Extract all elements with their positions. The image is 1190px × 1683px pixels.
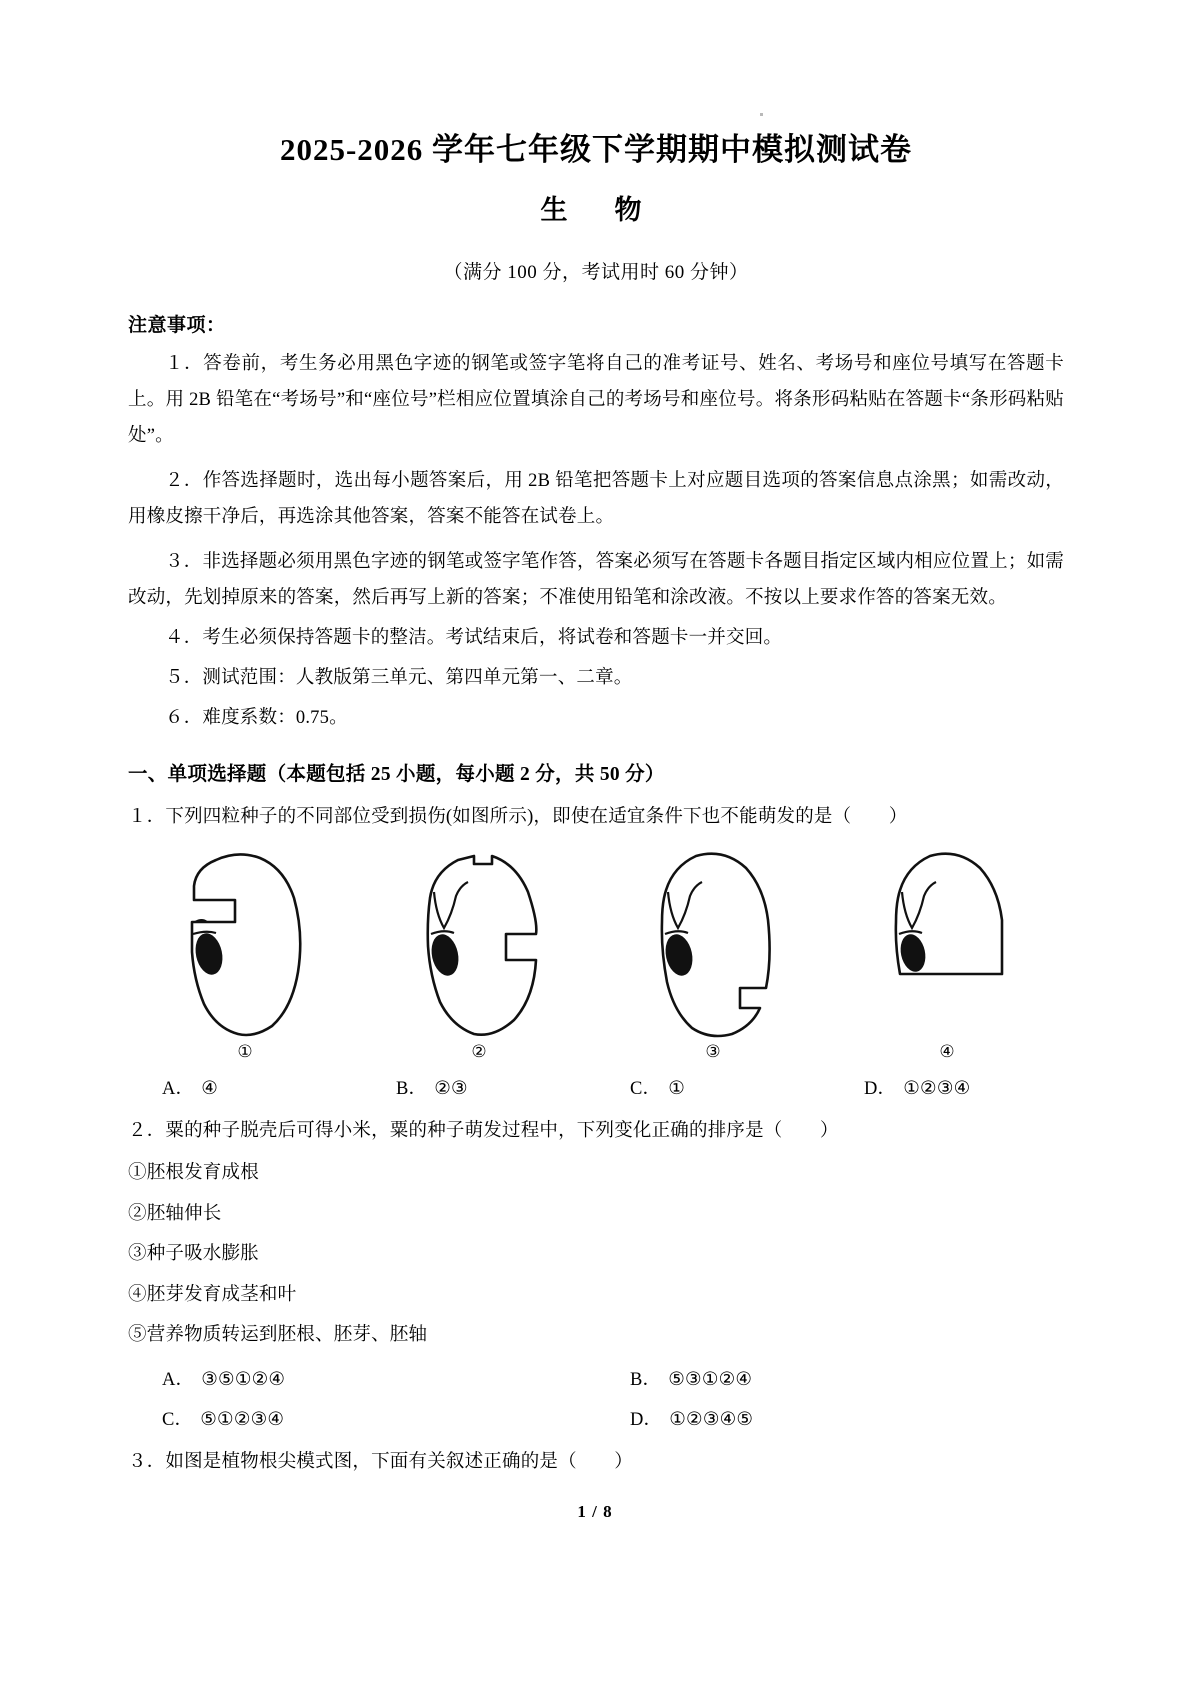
- question-2-option-d[interactable]: [596, 1405, 1064, 1431]
- notice-item-3: ３．非选择题必须用黑色字迹的钢笔或签字笔作答，答案必须写在答题卡各题目指定区域内相应位置上；如需改动，先划掉原来的答案，然后再写上新的答案；不准使用铅笔和涂改液。不按以上要求作答的答案无效。: [128, 551, 1064, 608]
- question-2-item-1: ①胚根发育成根: [128, 1163, 259, 1184]
- option-text-d: ①②③④⑤: [669, 1410, 754, 1431]
- question-2-item-4: ④胚芽发育成茎和叶: [128, 1284, 297, 1305]
- option-label-c: C．: [630, 1079, 662, 1100]
- question-1-option-c[interactable]: [596, 1074, 830, 1100]
- notice-item-5: ５．测试范围：人教版第三单元、第四单元第一、二章。: [165, 668, 633, 688]
- seed-caption-3: ③: [705, 1042, 721, 1062]
- option-label-a: A．: [162, 1079, 195, 1100]
- option-label-b: B．: [630, 1370, 662, 1391]
- exam-meta: （满分 100 分，考试用时 60 分钟）: [443, 261, 749, 283]
- option-text-c: ⑤①②③④: [200, 1410, 285, 1431]
- page-number-footer: 1 / 8: [577, 1502, 613, 1521]
- option-text-c: ①: [668, 1079, 686, 1100]
- seed-caption-4: ④: [939, 1042, 955, 1062]
- option-text-d: ①②③④: [903, 1079, 971, 1100]
- notice-item-6: ６．难度系数：0.75。: [165, 708, 348, 729]
- notice-item-1: １．答卷前，考生务必用黑色字迹的钢笔或签字笔将自己的准考证号、姓名、考场号和座位号填写在答题卡上。用 2B 铅笔在“考场号”和“座位号”栏相应位置填涂自己的考场号和座位号。将条形码粘贴在答题卡“条形码粘贴处”。: [128, 353, 1064, 446]
- option-label-d: D．: [864, 1079, 897, 1100]
- question-2-options-row-1: [128, 1365, 1064, 1391]
- seed-diagram-4: [830, 842, 1064, 1060]
- question-1-option-b[interactable]: [362, 1074, 596, 1100]
- question-2-item-2: ②胚轴伸长: [128, 1203, 222, 1224]
- question-2-options-row-2: [128, 1405, 1064, 1431]
- option-label-d: D．: [630, 1410, 663, 1431]
- option-text-b: ②③: [434, 1079, 468, 1100]
- seed-diagram-1: [128, 842, 362, 1060]
- seed-diagram-2: [362, 842, 596, 1060]
- seed-shape-3: [648, 842, 778, 1042]
- notice-item-4: ４．考生必须保持答题卡的整洁。考试结束后，将试卷和答题卡一并交回。: [165, 627, 783, 648]
- option-label-c: C．: [162, 1410, 194, 1431]
- question-1-stem: １．下列四粒种子的不同部位受到损伤(如图所示)，即使在适宜条件下也不能萌发的是（ ）: [128, 807, 908, 828]
- option-label-a: A．: [162, 1370, 195, 1391]
- seed-diagram-row: [128, 845, 1064, 1060]
- question-1-option-d[interactable]: [830, 1074, 1064, 1100]
- question-3-stem: ３．如图是植物根尖模式图，下面有关叙述正确的是（ ）: [128, 1452, 633, 1473]
- question-1-option-a[interactable]: [128, 1074, 362, 1100]
- option-label-b: B．: [396, 1079, 428, 1100]
- question-1-figure: [128, 845, 1064, 1060]
- notice-item-2: ２．作答选择题时，选出每小题答案后，用 2B 铅笔把答题卡上对应题目选项的答案信息点涂黑；如需改动，用橡皮擦干净后，再选涂其他答案，答案不能答在试卷上。: [128, 470, 1064, 527]
- seed-shape-1: [180, 842, 310, 1042]
- page-title: 2025-2026 学年七年级下学期期中模拟测试卷: [279, 132, 913, 167]
- seed-caption-2: ②: [471, 1042, 487, 1062]
- page-content: [128, 0, 1064, 1480]
- option-text-b: ⑤③①②④: [668, 1370, 753, 1391]
- notice-title: 注意事项：: [128, 314, 226, 336]
- seed-diagram-3: [596, 842, 830, 1060]
- option-text-a: ③⑤①②④: [201, 1370, 286, 1391]
- section-heading-choice: 一、单项选择题（本题包括 25 小题，每小题 2 分，共 50 分）: [128, 764, 665, 786]
- question-2-option-c[interactable]: [128, 1405, 596, 1431]
- question-2-option-a[interactable]: [128, 1365, 596, 1391]
- question-2-item-5: ⑤营养物质转运到胚根、胚芽、胚轴: [128, 1324, 428, 1345]
- question-2-stem: ２．粟的种子脱壳后可得小米，粟的种子萌发过程中，下列变化正确的排序是（ ）: [128, 1121, 839, 1142]
- question-2-item-3: ③种子吸水膨胀: [128, 1244, 259, 1265]
- question-2-option-b[interactable]: [596, 1365, 1064, 1391]
- seed-shape-4: [882, 842, 1012, 1042]
- option-text-a: ④: [201, 1079, 219, 1100]
- question-1-options: [128, 1074, 1064, 1100]
- subject-title: 生 物: [540, 194, 652, 225]
- seed-caption-1: ①: [237, 1042, 253, 1062]
- seed-shape-2: [414, 842, 544, 1042]
